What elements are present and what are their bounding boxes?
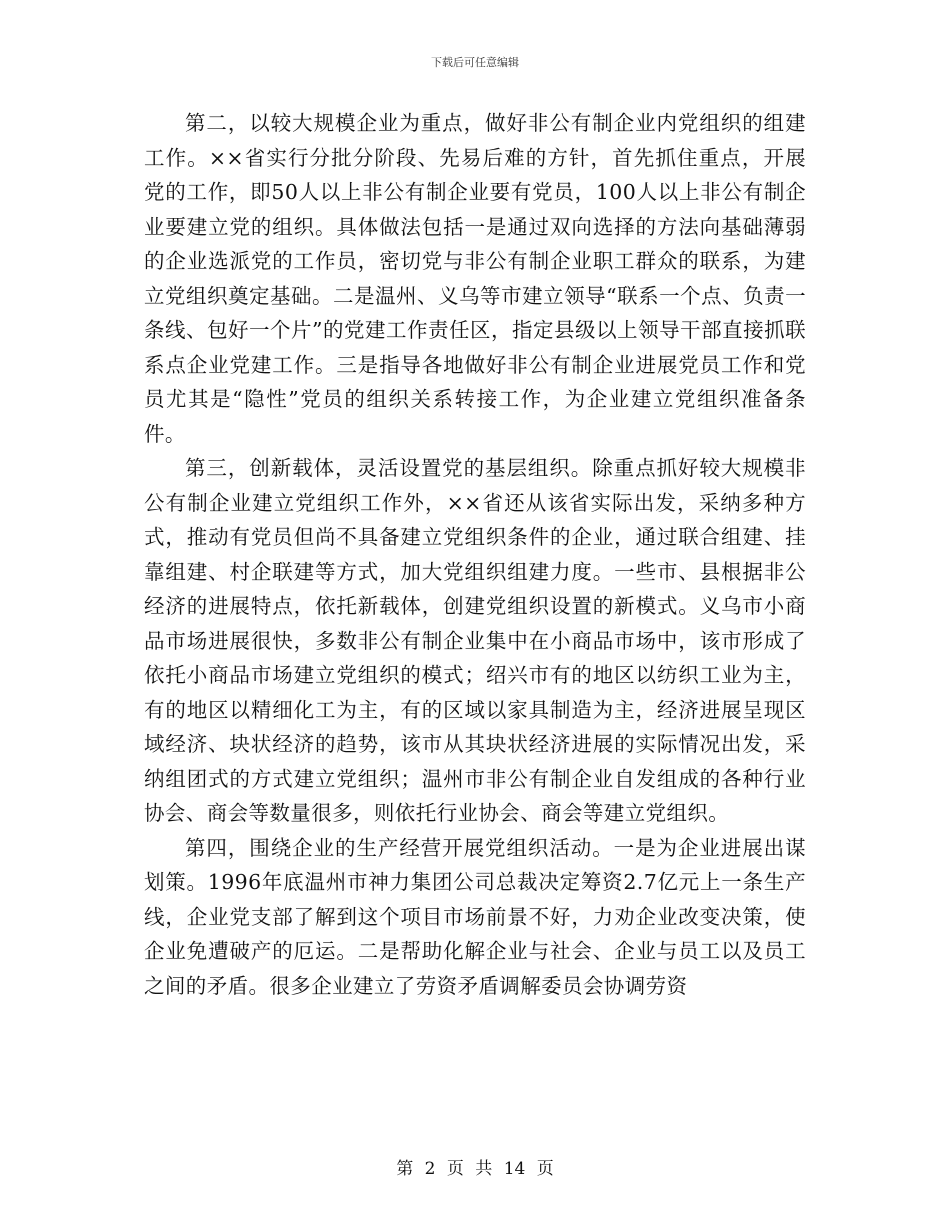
document-body [144,106,806,1003]
page-footer: 第 2 页 共 14 页 [396,1159,554,1179]
paragraph-third: 第三，创新载体，灵活设置党的基层组织。除重点抓好较大规模非公有制企业建立党组织工作外，××省还从该省实际出发，采纳多种方式，推动有党员但尚不具备建立党组织条件的企业，通过联合组建、挂靠组建、村企联建等方式，加大党组织组建力度。一些市、县根据非公经济的进展特点，依托新载体，创建党组织设置的新模式。义乌市小商品市场进展很快，多数非公有制企业集中在小商品市场中，该市形成了依托小商品市场建立党组织的模式；绍兴市有的地区以纺织工业为主，有的地区以精细化工为主，有的区域以家具制造为主，经济进展呈现区域经济、块状经济的趋势，该市从其块状经济进展的实际情况出发，采纳组团式的方式建立党组织；温州市非公有制企业自发组成的各种行业协会、商会等数量很多，则依托行业协会、商会等建立党组织。 [144,456,806,825]
page-header: 下载后可任意编辑 [431,56,519,69]
paragraph-second: 第二，以较大规模企业为重点，做好非公有制企业内党组织的组建工作。××省实行分批分阶段、先易后难的方针，首先抓住重点，开展党的工作，即50人以上非公有制企业要有党员，100人以上非公有制企业要建立党的组织。具体做法包括一是通过双向选择的方法向基础薄弱的企业选派党的工作员，密切党与非公有制企业职工群众的联系，为建立党组织奠定基础。二是温州、义乌等市建立领导“联系一个点、负责一条线、包好一个片”的党建工作责任区，指定县级以上领导干部直接抓联系点企业党建工作。三是指导各地做好非公有制企业进展党员工作和党员尤其是“隐性”党员的组织关系转接工作，为企业建立党组织准备条件。 [144,111,806,446]
paragraph-fourth: 第四，围绕企业的生产经营开展党组织活动。一是为企业进展出谋划策。1996年底温州市神力集团公司总裁决定筹资2.7亿元上一条生产线，企业党支部了解到这个项目市场前景不好，力劝企业改变决策，使企业免遭破产的厄运。二是帮助化解企业与社会、企业与员工以及员工之间的矛盾。很多企业建立了劳资矛盾调解委员会协调劳资 [144,835,806,998]
